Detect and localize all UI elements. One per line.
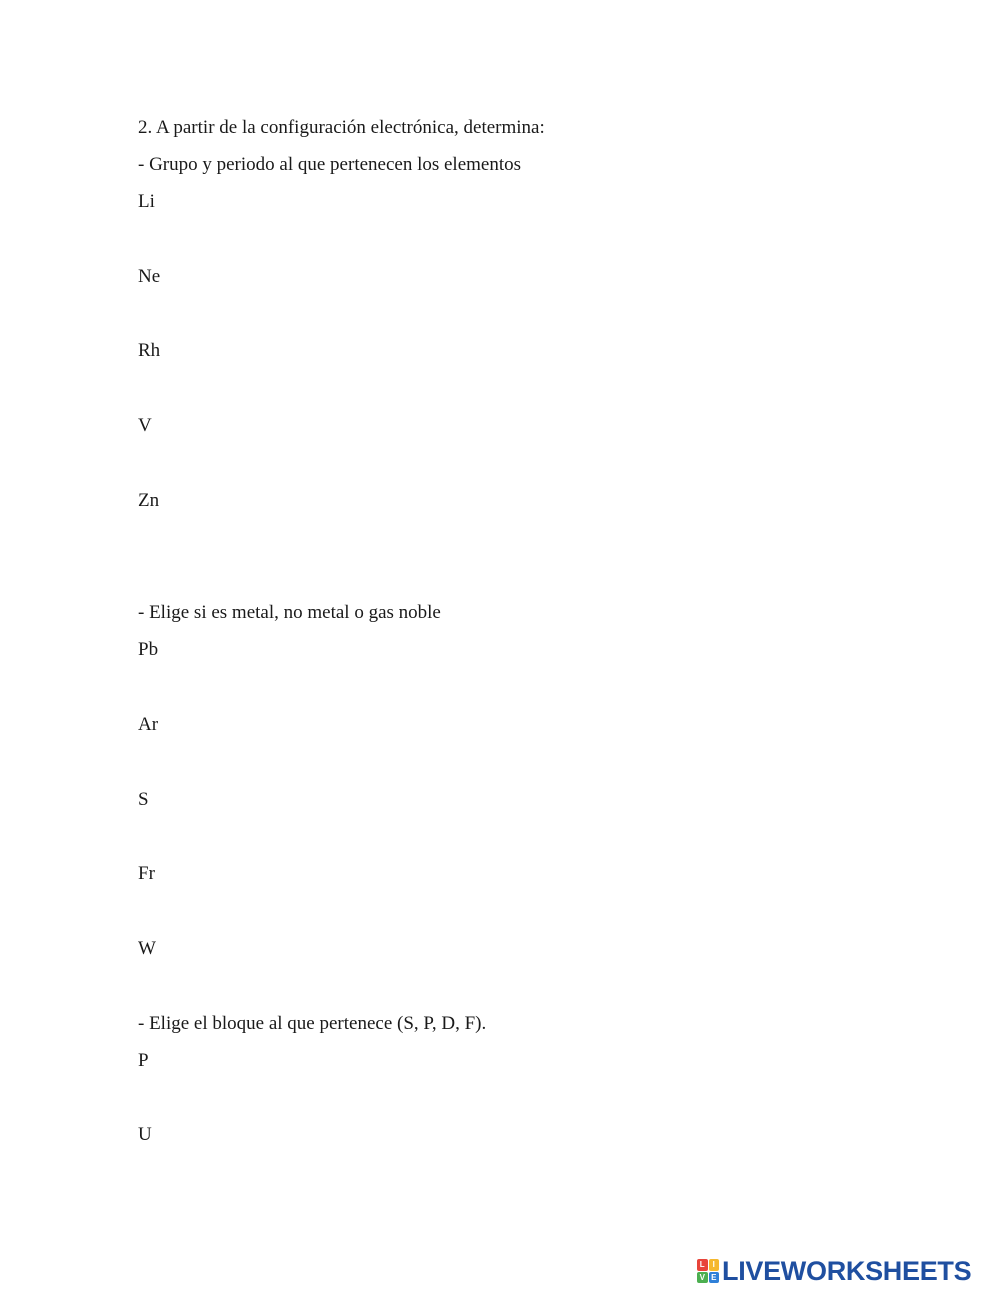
- liveworksheets-logo: [697, 1256, 971, 1286]
- element-label-fr: Fr: [138, 863, 155, 884]
- logo-tile-e: E: [709, 1272, 720, 1284]
- liveworksheets-logo-icon: [697, 1259, 719, 1283]
- logo-tile-i: I: [709, 1259, 720, 1271]
- section-heading-metal-type: - Elige si es metal, no metal o gas noble: [138, 602, 441, 623]
- element-label-ne: Ne: [138, 266, 161, 287]
- element-label-pb: Pb: [138, 639, 159, 660]
- element-label-ar: Ar: [138, 714, 159, 735]
- exercise-title: 2. A partir de la configuración electrónica, determina:: [138, 117, 545, 138]
- element-label-w: W: [138, 938, 156, 959]
- section-heading-group-period: - Grupo y periodo al que pertenecen los elementos: [138, 154, 522, 175]
- element-label-rh: Rh: [138, 340, 161, 361]
- logo-tile-v: V: [697, 1272, 708, 1284]
- element-label-zn: Zn: [138, 490, 160, 511]
- element-label-p: P: [138, 1050, 149, 1071]
- element-label-li: Li: [138, 191, 155, 212]
- element-label-v: V: [138, 415, 152, 436]
- element-label-u: U: [138, 1124, 152, 1145]
- liveworksheets-logo-text: LIVEWORKSHEETS: [722, 1256, 972, 1286]
- logo-tile-l: L: [697, 1259, 708, 1271]
- section-heading-block: - Elige el bloque al que pertenece (S, P, D, F).: [138, 1013, 487, 1034]
- element-label-s: S: [138, 789, 149, 810]
